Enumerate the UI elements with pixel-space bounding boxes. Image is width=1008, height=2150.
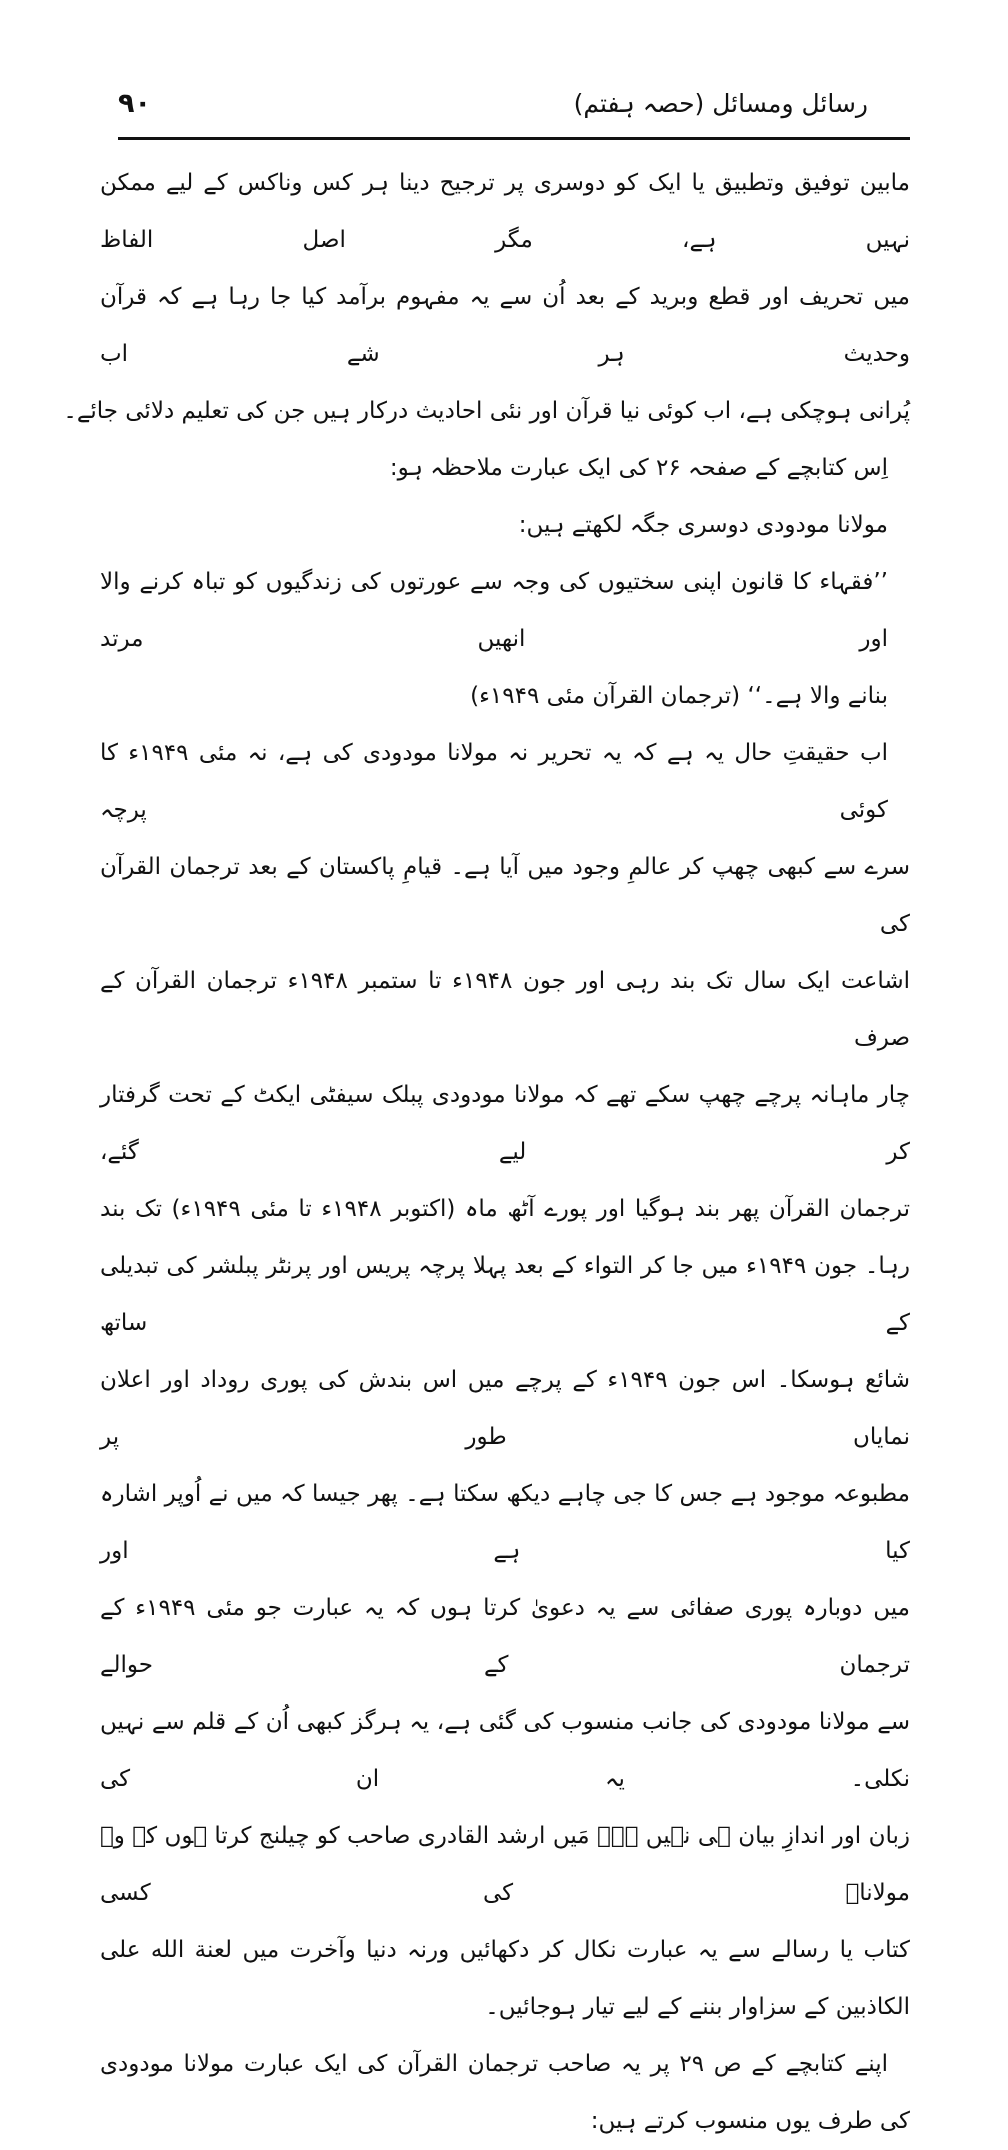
paragraph-4 (100, 725, 910, 839)
running-head: رسائل ومسائل (حصہ ہفتم) (573, 89, 868, 118)
paragraph-5-cont (100, 2093, 910, 2150)
text-line: میں تحریف اور قطع وبرید کے بعد اُن سے یہ مفہوم برآمد کیا جا رہا ہے کہ قرآن وحدیث ہر شے اب (100, 284, 910, 367)
text-line: اپنے کتابچے کے ص ۲۹ پر یہ صاحب ترجمان القرآن کی ایک عبارت مولانا مودودی (100, 2051, 888, 2077)
text-line: مابین توفیق وتطبیق یا ایک کو دوسری پر ترجیح دینا ہر کس وناکس کے لیے ممکن نہیں ہے، مگر اصل الفاظ (100, 170, 910, 253)
text-line: رہا۔ جون ۱۹۴۹ء میں جا کر التواء کے بعد پہلا پرچہ پریس اور پرنٹر پبلشر کی تبدیلی کے ساتھ (100, 1253, 910, 1336)
text-line: سرے سے کبھی چھپ کر عالمِ وجود میں آیا ہے۔ قیامِ پاکستان کے بعد ترجمان القرآن کی (100, 854, 910, 937)
text-line: پُرانی ہوچکی ہے، اب کوئی نیا قرآن اور نئی احادیث درکار ہیں جن کی تعلیم دلائی جائے۔ (63, 398, 910, 424)
page-number: ۹۰ (118, 88, 151, 119)
paragraph-3 (100, 497, 910, 554)
text-line: ترجمان القرآن پھر بند ہوگیا اور پورے آٹھ ماہ (اکتوبر ۱۹۴۸ء تا مئی ۱۹۴۹ء) تک بند (100, 1196, 911, 1222)
block-quote (100, 554, 910, 725)
text-line: مطبوعہ موجود ہے جس کا جی چاہے دیکھ سکتا ہے۔ پھر جیسا کہ میں نے اُوپر اشارہ کیا ہے اور (100, 1481, 910, 1564)
text-line: شائع ہوسکا۔ اس جون ۱۹۴۹ء کے پرچے میں اس بندش کی پوری روداد اور اعلان نمایاں طور پر (100, 1367, 910, 1450)
text-line: کتاب یا رسالے سے یہ عبارت نکال کر دکھائیں ورنہ دنیا وآخرت میں لعنة الله على (100, 1937, 910, 1963)
text-line: چار ماہانہ پرچے چھپ سکے تھے کہ مولانا مودودی پبلک سیفٹی ایکٹ کے تحت گرفتار کر لیے گئے، (100, 1082, 910, 1165)
text-line: اشاعت ایک سال تک بند رہی اور جون ۱۹۴۸ء تا ستمبر ۱۹۴۸ء ترجمان القرآن کے صرف (100, 968, 911, 1051)
header-rule (118, 137, 910, 140)
paragraph-2 (100, 440, 910, 497)
text-line: اب حقیقتِ حال یہ ہے کہ یہ تحریر نہ مولانا مودودی کی ہے، نہ مئی ۱۹۴۹ء کا کوئی پرچہ (100, 740, 889, 823)
quote-line: ’’فقہاء کا قانون اپنی سختیوں کی وجہ سے عورتوں کی زندگیوں کو تباہ کرنے والا اور انھیں مرتد (100, 569, 888, 652)
paragraph-5 (100, 2036, 910, 2093)
quote-line: بنانے والا ہے۔‘‘ (ترجمان القرآن مئی ۱۹۴۹ء) (470, 683, 888, 709)
text-line: اِس کتابچے کے صفحہ ۲۶ کی ایک عبارت ملاحظہ ہو: (389, 455, 888, 481)
text-line: کی طرف یوں منسوب کرتے ہیں: (590, 2108, 910, 2134)
paragraph-4-cont (100, 839, 910, 2036)
text-line: سے مولانا مودودی کی جانب منسوب کی گئی ہے، یہ ہرگز کبھی اُن کے قلم سے نہیں نکلی۔ یہ ان کی (100, 1709, 910, 1792)
body-text (63, 155, 911, 2150)
text-line: زبان اور اندازِ بیان ہی نہیں ہے۔ مَیں ارشد القادری صاحب کو چیلنج کرتا ہوں کہ وہ مولاناؒ کی کسی (100, 1823, 910, 1906)
text-line: الكاذبين کے سزاوار بننے کے لیے تیار ہوجائیں۔ (485, 1994, 910, 2020)
text-line: مولانا مودودی دوسری جگہ لکھتے ہیں: (518, 512, 888, 538)
paragraph-1 (63, 155, 910, 440)
text-line: میں دوبارہ پوری صفائی سے یہ دعویٰ کرتا ہوں کہ یہ عبارت جو مئی ۱۹۴۹ء کے ترجمان کے حوالے (100, 1595, 910, 1678)
